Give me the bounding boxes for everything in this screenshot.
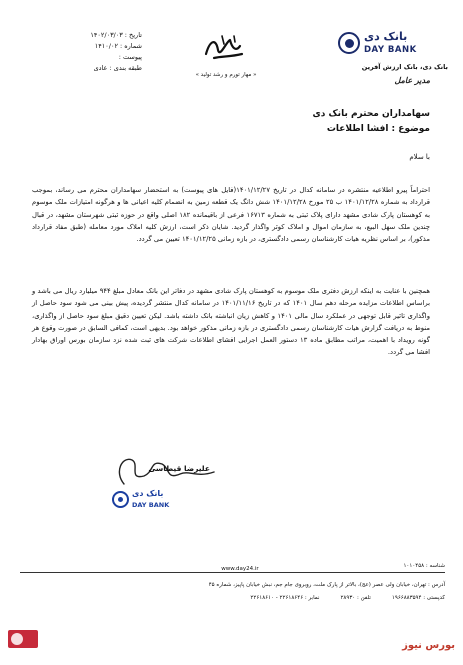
subject: موضوع : افشا اطلاعات xyxy=(326,124,430,134)
signer-name: علیرضا قیطاسی xyxy=(148,464,210,473)
stamp-name-en: DAY BANK xyxy=(132,501,170,509)
phone-number: تلفن : ۲۸۹۳۰ xyxy=(340,595,371,601)
stamp-mark-icon xyxy=(112,491,129,508)
letter-attachment: پیوست : xyxy=(118,53,142,61)
website-link[interactable]: www.day24.ir xyxy=(221,566,259,572)
letter-meta xyxy=(22,30,142,74)
year-motto: « مهار تورم و رشد تولید » xyxy=(195,72,257,78)
footer-divider xyxy=(20,572,445,573)
footer-address: آدرس : تهران، خیابان ولی عصر (عج)، بالاتر از پارک ملت، روبروی جام جم، نبش خیابان پاپیز، شماره ۴۵ xyxy=(208,582,445,588)
letter-date: تاریخ : ۱۴۰۲/۰۳/۰۳ xyxy=(90,31,142,39)
bank-tagline: بانک دی، بانک ارزش آفرین xyxy=(361,63,448,71)
source-watermark: بورس نیوز xyxy=(402,640,455,651)
recipient: سهامداران محترم بانک دی xyxy=(312,109,430,119)
greeting: با سلام xyxy=(409,153,430,161)
letter-number: شماره : ۱۴۱۰/۰۲ xyxy=(94,42,142,50)
bank-logo xyxy=(338,30,446,60)
national-id: شناسه : ۱۰۱۰۴۵۸ xyxy=(403,563,445,569)
bank-mark-icon xyxy=(338,32,360,54)
bank-stamp xyxy=(110,488,172,516)
handwritten-note: مدیر عامل xyxy=(394,76,430,85)
news-logo-icon xyxy=(8,630,38,648)
body-paragraph-1: احتراماً پیرو اطلاعیه منتشره در سامانه کدال در تاریخ ۱۴۰۱/۱۲/۲۷(فایل های پیوست) به استحضار سهامداران محترم می رساند، بموجب قرارداد به شماره ۱۴۰۱/۱۲/۲۸ ب ۲۵ مورخ ۱۴۰۱/۱۲/۲۸ شش دانگ یک قطعه زمین به انضمام کلیه اعیانی ها و هرگونه امتیازات ملک موسوم به کوهستان پارک شادی مشهد دارای پلاک ثبتی به شماره ۱۶۷۱۳ فرعی از باقیمانده ۱۸۲ اصلی واقع در حوزه ثبتی شهرستان مشهد، در قبال چندین ملک سهل البیع، به سازمان اموال و املاک کوثر واگذار گردید. شایان ذکر است، ارزش کلیه املاک مورد معامله (طبق مفاد قرارداد مذکور)، بر اساس نظریه هیات کارشناسان رسمی دادگستری، در بازه زمانی ۱۴۰۱/۱۲/۲۵ تعیین می گردد. xyxy=(32,186,430,244)
bank-name-en: DAY BANK xyxy=(364,45,417,55)
stamp-name-fa: بانک دی xyxy=(132,489,164,498)
postal-code: کدپستی : ۱۹۶۶۸۸۳۵۹۴ xyxy=(391,595,445,601)
fax-number: نمابر : ۲۲۶۱۸۶۴۶ - ۲۲۶۱۸۶۱۰ xyxy=(250,595,320,601)
body-paragraph-2: همچنین با عنایت به اینکه ارزش دفتری ملک موسوم به کوهستان پارک شادی مشهد در دفاتر این بانک معادل مبلغ ۹۴۴ میلیارد ریال می باشد و براساس اطلاعات مزایده مرحله دهم سال ۱۴۰۱ که در تاریخ ۱۴۰۱/۱۱/۱۶ در سامانه کدال منتشر گردیده، پیش بینی می شود سود حاصل از واگذاری تاثیر قابل توجهی در عملکرد سال مالی ۱۴۰۱ و کاهش زیان انباشته بانک داشته باشد. لیکن تعیین دقیق مبلغ سود حاصل از واگذاری، منوط به دریافت گزارش هیات کارشناسان رسمی دادگستری در بازه زمانی مذکور خواهد بود. بدیهی است، کمافی السابق در صورت وقوع هر گونه رویداد با اهمیت، مراتب مطابق ماده ۱۳ دستور العمل اجرایی افشای اطلاعات شرکت های ثبت شده نزد سازمان بورس اوراق بهادار افشا می گردد. xyxy=(32,287,431,357)
footer-contacts xyxy=(20,595,445,601)
bank-name-fa: بانک دی xyxy=(364,30,408,43)
calligraphy-emblem-icon xyxy=(200,32,246,62)
letter-classification: طبقه بندی : عادی xyxy=(93,64,142,72)
